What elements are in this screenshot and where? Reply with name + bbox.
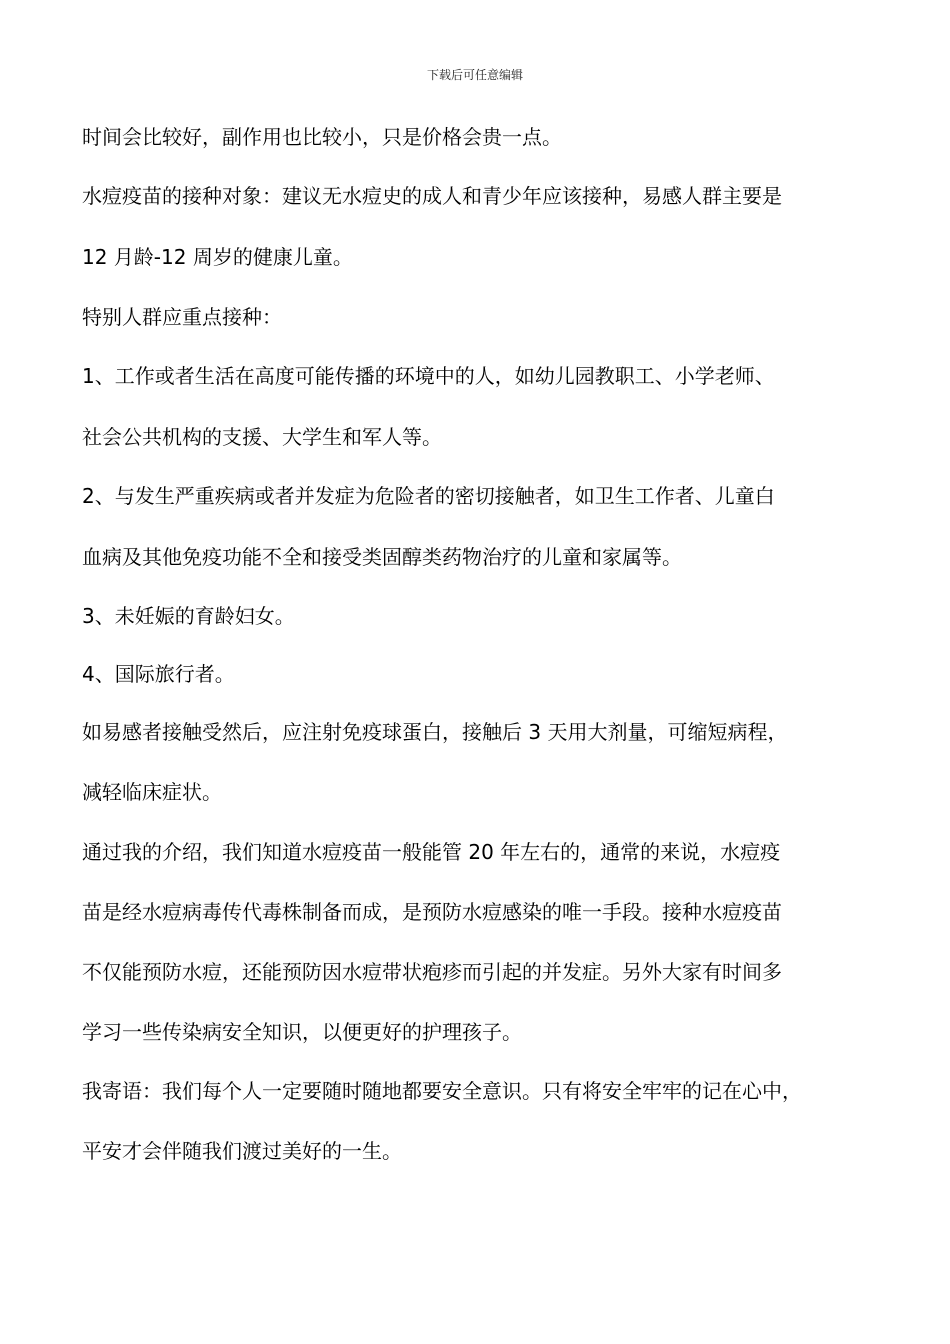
- paragraph-line-2: 水痘疫苗的接种对象：建议无水痘史的成人和青少年应该接种，易感人群主要是: [82, 184, 782, 208]
- paragraph-line-8: 血病及其他免疫功能不全和接受类固醇类药物治疗的儿童和家属等。: [82, 545, 682, 569]
- paragraph-line-14: 苗是经水痘病毒传代毒株制备而成，是预防水痘感染的唯一手段。接种水痘疫苗: [82, 900, 782, 924]
- paragraph-line-9: 3、未妊娠的育龄妇女。: [82, 604, 295, 628]
- paragraph-line-7: 2、与发生严重疾病或者并发症为危险者的密切接触者，如卫生工作者、儿童白: [82, 484, 775, 508]
- paragraph-line-11: 如易感者接触受然后，应注射免疫球蛋白，接触后 3 天用大剂量，可缩短病程，: [82, 720, 788, 744]
- paragraph-line-10: 4、国际旅行者。: [82, 662, 235, 686]
- paragraph-line-18: 平安才会伴随我们渡过美好的一生。: [82, 1139, 402, 1163]
- paragraph-line-4: 特别人群应重点接种：: [82, 305, 282, 329]
- page-header: 下载后可任意编辑: [426, 68, 523, 82]
- paragraph-line-15: 不仅能预防水痘，还能预防因水痘带状疱疹而引起的并发症。另外大家有时间多: [82, 960, 782, 984]
- paragraph-line-3: 12 月龄-12 周岁的健康儿童。: [82, 245, 353, 269]
- paragraph-line-6: 社会公共机构的支援、大学生和军人等。: [82, 425, 442, 449]
- paragraph-line-12: 减轻临床症状。: [82, 780, 222, 804]
- paragraph-line-16: 学习一些传染病安全知识，以便更好的护理孩子。: [82, 1020, 522, 1044]
- paragraph-line-5: 1、工作或者生活在高度可能传播的环境中的人，如幼儿园教职工、小学老师、: [82, 364, 775, 388]
- paragraph-line-17: 我寄语：我们每个人一定要随时随地都要安全意识。只有将安全牢牢的记在心中，: [82, 1079, 802, 1103]
- paragraph-line-1: 时间会比较好，副作用也比较小，只是价格会贵一点。: [82, 125, 562, 149]
- paragraph-line-13: 通过我的介绍，我们知道水痘疫苗一般能管 20 年左右的，通常的来说，水痘疫: [82, 840, 781, 864]
